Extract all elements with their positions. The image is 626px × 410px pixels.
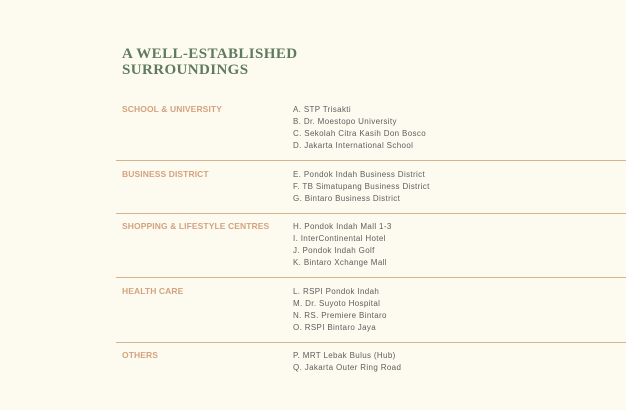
category-label: SCHOOL & UNIVERSITY [122,104,222,114]
section-divider [116,213,626,214]
list-item: Q. Jakarta Outer Ring Road [293,363,402,372]
list-item: O. RSPI Bintaro Jaya [293,323,377,332]
section-divider [116,160,626,161]
list-item: D. Jakarta International School [293,141,414,150]
page-title-line-2: SURROUNDINGS [122,62,249,78]
location-list [293,221,392,269]
location-list [293,169,430,205]
list-item: K. Bintaro Xchange Mall [293,258,387,267]
location-list [293,286,387,334]
location-list [293,104,426,152]
location-list [293,350,401,374]
list-item: L. RSPI Pondok Indah [293,287,380,296]
list-item: E. Pondok Indah Business District [293,170,426,179]
category-label: OTHERS [122,350,159,360]
list-item: M. Dr. Suyoto Hospital [293,299,381,308]
list-item: I. InterContinental Hotel [293,234,386,243]
category-label: SHOPPING & LIFESTYLE CENTRES [122,221,270,231]
list-item: B. Dr. Moestopo University [293,117,397,126]
list-item: A. STP Trisakti [293,105,352,114]
page-title [122,46,297,78]
section-divider [116,277,626,278]
category-label: BUSINESS DISTRICT [122,169,209,179]
section-divider [116,342,626,343]
list-item: H. Pondok Indah Mall 1-3 [293,222,392,231]
page-title-line-1: A WELL-ESTABLISHED [122,46,298,62]
list-item: F. TB Simatupang Business District [293,182,430,191]
list-item: P. MRT Lebak Bulus (Hub) [293,351,396,360]
list-item: C. Sekolah Citra Kasih Don Bosco [293,129,427,138]
list-item: N. RS. Premiere Bintaro [293,311,387,320]
list-item: G. Bintaro Business District [293,194,401,203]
category-label: HEALTH CARE [122,286,184,296]
list-item: J. Pondok Indah Golf [293,246,375,255]
